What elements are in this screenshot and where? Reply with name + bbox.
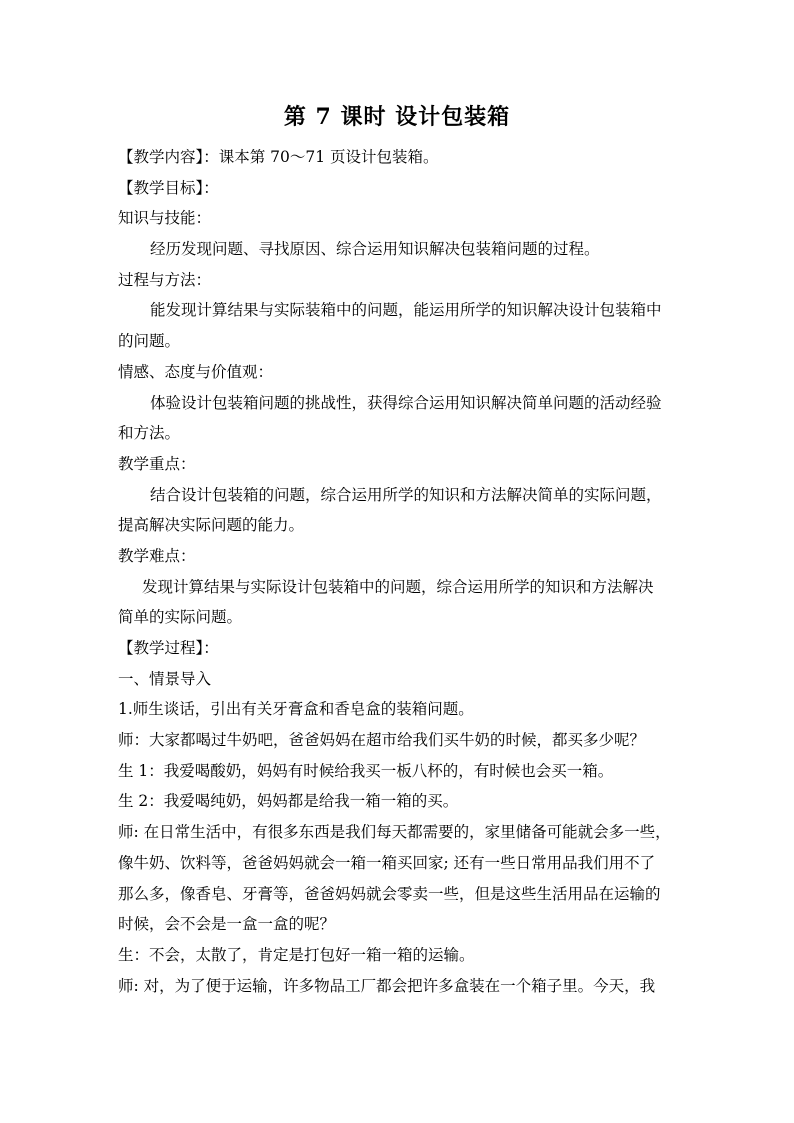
key-points-heading: 教学重点： [118, 454, 196, 473]
teaching-goals-heading: 【教学目标】： [118, 178, 219, 197]
document-body [118, 142, 678, 1001]
paragraph-line: 结合设计包装箱的问题，综合运用所学的知识和方法解决简单的实际问题， [150, 485, 662, 504]
paragraph-line: 1.师生谈话，引出有关牙膏盒和香皂盒的装箱问题。 [118, 700, 474, 719]
paragraph-line: 能发现计算结果与实际装箱中的问题，能运用所学的知识解决设计包装箱中 [150, 301, 662, 320]
knowledge-skills-heading: 知识与技能： [118, 209, 212, 228]
paragraph-line: 发现计算结果与实际设计包装箱中的问题，综合运用所学的知识和方法解决 [142, 577, 654, 596]
dialogue-line: 师：大家都喝过牛奶吧，爸爸妈妈在超市给我们买牛奶的时候，都买多少呢？ [118, 731, 646, 750]
process-method-heading: 过程与方法： [118, 270, 212, 289]
dialogue-line: 生 1：我爱喝酸奶，妈妈有时候给我买一板八杯的，有时候也会买一箱。 [118, 761, 614, 780]
paragraph-line: 简单的实际问题。 [118, 608, 243, 627]
dialogue-line: 那么多，像香皂、牙膏等，爸爸妈妈就会零卖一些，但是这些生活用品在运输的 [118, 884, 661, 903]
dialogue-line: 生：不会，太散了，肯定是打包好一箱一箱的运输。 [118, 945, 475, 964]
dialogue-line: 生 2：我爱喝纯奶，妈妈都是给我一箱一箱的买。 [118, 792, 459, 811]
dialogue-line: 时候，会不会是一盒一盒的呢？ [118, 915, 336, 934]
section-heading: 一、情景导入 [118, 669, 212, 688]
paragraph-line: 提高解决实际问题的能力。 [118, 516, 305, 535]
emotion-values-heading: 情感、态度与价值观： [118, 362, 274, 381]
dialogue-line: 师: 在日常生活中，有很多东西是我们每天都需要的，家里储备可能就会多一些， [118, 823, 671, 842]
dialogue-line: 像牛奶、饮料等，爸爸妈妈就会一箱一箱买回家; 还有一些日常用品我们用不了 [118, 853, 656, 872]
lesson-title: 第 7 课时 设计包装箱 [283, 104, 511, 130]
dialogue-line: 师: 对，为了便于运输，许多物品工厂都会把许多盒装在一个箱子里。今天，我 [118, 976, 656, 995]
teaching-content-line: 【教学内容】：课本第 70～71 页设计包装箱。 [118, 148, 439, 166]
paragraph-line: 和方法。 [118, 424, 181, 443]
paragraph-line: 的问题。 [118, 332, 181, 351]
teaching-process-heading: 【教学过程】： [118, 639, 219, 657]
difficult-points-heading: 教学难点： [118, 546, 196, 565]
paragraph-line: 经历发现问题、寻找原因、综合运用知识解决包装箱问题的过程。 [150, 240, 600, 259]
paragraph-line: 体验设计包装箱问题的挑战性，获得综合运用知识解决简单问题的活动经验 [150, 393, 662, 412]
